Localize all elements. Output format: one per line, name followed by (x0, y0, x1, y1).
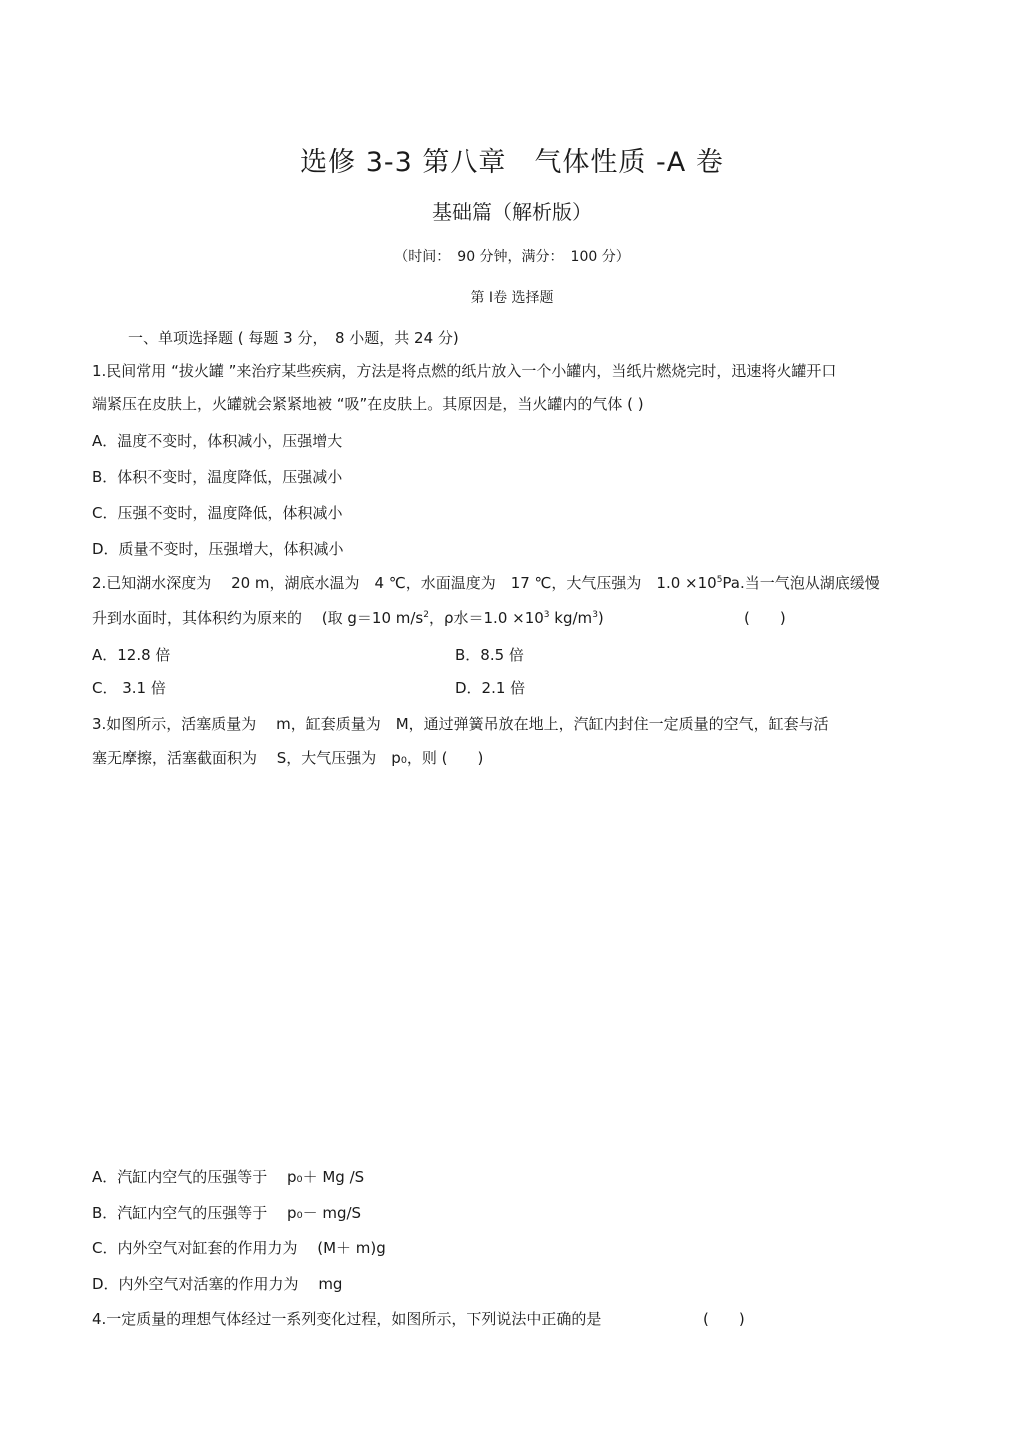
q2-exponent-2: 2 (423, 610, 429, 620)
page-subtitle: 基础篇（解析版） (432, 200, 592, 224)
part-heading: 第 Ⅰ卷 选择题 (470, 290, 554, 306)
exam-meta: （时间： 90 分钟，满分： 100 分） (394, 249, 630, 265)
q2-exponent-3b: 3 (592, 610, 598, 620)
q1-option-d: D．质量不变时，压强增大，体积减小 (92, 540, 344, 558)
q3-option-c: C．内外空气对缸套的作用力为 (M＋ m)g (92, 1239, 386, 1257)
q1-option-c: C．压强不变时，温度降低，体积减小 (92, 504, 343, 522)
q3-stem-line2: 塞无摩擦，活塞截面积为 S，大气压强为 p₀，则 ( ) (92, 749, 484, 767)
q2-option-a: A．12.8 倍 (92, 646, 171, 664)
q2-exponent-5: 5 (716, 575, 723, 585)
q2-stem-line2 (92, 608, 604, 628)
q2-answer-blank: ( ) (744, 609, 786, 627)
q2-stem-line1-tail: Pa.当一气泡从湖底缓慢 (722, 574, 880, 592)
q2-stem-line2-a: 升到水面时，其体积约为原来的 (取 g＝10 m/s (92, 609, 424, 627)
q3-option-d: D．内外空气对活塞的作用力为 mg (92, 1275, 343, 1293)
q1-stem-line2: 端紧压在皮肤上，火罐就会紧紧地被 “吸”在皮肤上。其原因是，当火罐内的气体 ( ) (92, 395, 644, 413)
q3-option-b: B．汽缸内空气的压强等于 p₀－ mg/S (92, 1204, 362, 1222)
page-title: 选修 3-3 第八章 气体性质 -A 卷 (300, 147, 724, 178)
q1-option-b: B．体积不变时，温度降低，压强减小 (92, 468, 343, 486)
q1-stem-line1: 1.民间常用 “拔火罐 ”来治疗某些疾病，方法是将点燃的纸片放入一个小罐内，当纸片燃烧完时，迅速将火罐开口 (92, 362, 837, 380)
q2-option-d: D．2.1 倍 (455, 679, 526, 697)
q2-option-b: B．8.5 倍 (455, 646, 524, 664)
q4-stem-line1: 4.一定质量的理想气体经过一系列变化过程，如图所示，下列说法中正确的是 (92, 1310, 602, 1328)
q2-stem-line1-text: 2.已知湖水深度为 20 m，湖底水温为 4 ℃，水面温度为 17 ℃，大气压强为 1.0 ×10 (92, 574, 717, 592)
q3-stem-line1: 3.如图所示，活塞质量为 m，缸套质量为 M，通过弹簧吊放在地上，汽缸内封住一定质量的空气，缸套与活 (92, 715, 829, 733)
q3-figure-area (92, 790, 932, 1150)
q2-option-c: C． 3.1 倍 (92, 679, 166, 697)
q1-option-a: A．温度不变时，体积减小，压强增大 (92, 432, 343, 450)
section-heading: 一、单项选择题 ( 每题 3 分， 8 小题，共 24 分) (128, 329, 459, 347)
q3-option-a: A．汽缸内空气的压强等于 p₀＋ Mg /S (92, 1168, 365, 1186)
q2-stem-line2-b: ，ρ水＝1.0 ×10 (428, 609, 544, 627)
q2-exponent-3a: 3 (543, 610, 550, 620)
q2-stem-line2-c: kg/m (549, 609, 593, 627)
q2-stem-line1 (92, 573, 880, 593)
q2-stem-line2-d: ) (597, 609, 604, 627)
q4-answer-blank: ( ) (703, 1310, 745, 1328)
